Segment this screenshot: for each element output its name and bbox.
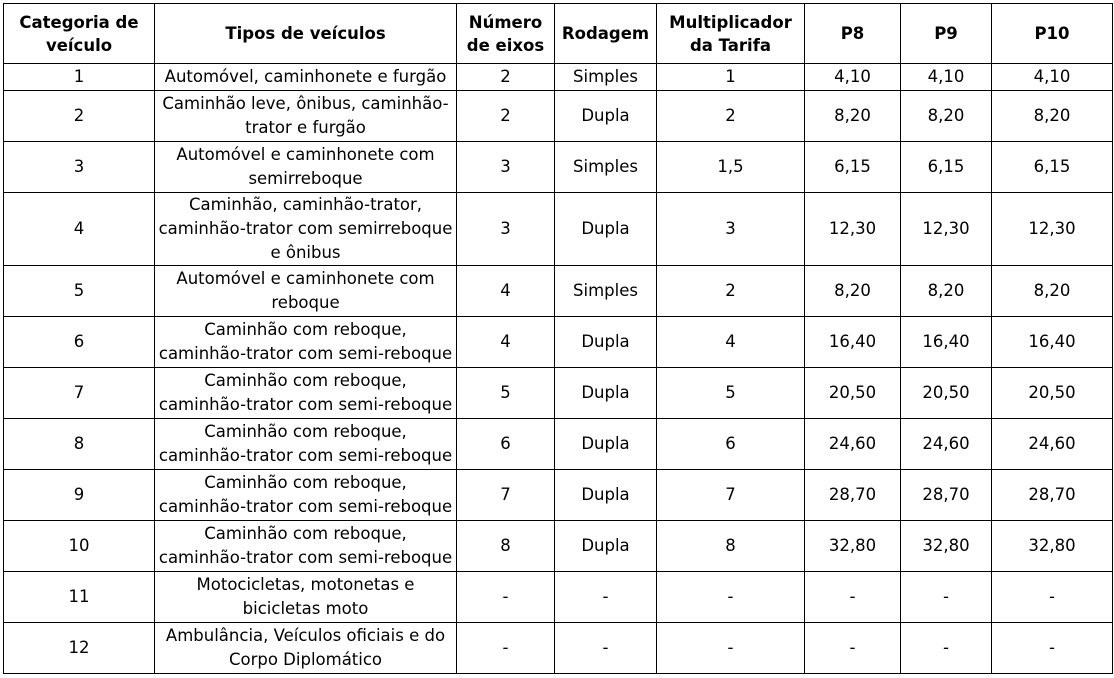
cell-rodagem: Dupla <box>555 317 657 368</box>
cell-p9: 6,15 <box>901 142 992 193</box>
cell-eixos: - <box>457 572 555 623</box>
cell-eixos: 3 <box>457 193 555 266</box>
cell-p10: 6,15 <box>992 142 1113 193</box>
cell-tipo: Motocicletas, motonetas e bicicletas moto <box>155 572 457 623</box>
cell-p9: 28,70 <box>901 470 992 521</box>
cell-eixos: 2 <box>457 64 555 91</box>
cell-p8: - <box>805 623 901 674</box>
cell-p10: 8,20 <box>992 266 1113 317</box>
cell-eixos: - <box>457 623 555 674</box>
header-row <box>4 4 1113 64</box>
cell-p8: 8,20 <box>805 266 901 317</box>
table-row <box>4 521 1113 572</box>
cell-eixos: 8 <box>457 521 555 572</box>
cell-p9: 32,80 <box>901 521 992 572</box>
cell-categoria: 3 <box>4 142 155 193</box>
cell-p8: 12,30 <box>805 193 901 266</box>
table-row <box>4 142 1113 193</box>
cell-tipo: Automóvel, caminhonete e furgão <box>155 64 457 91</box>
cell-rodagem: - <box>555 572 657 623</box>
cell-categoria: 7 <box>4 368 155 419</box>
table-row <box>4 470 1113 521</box>
header-rodagem: Rodagem <box>555 4 657 64</box>
table-row <box>4 623 1113 674</box>
cell-tipo: Caminhão com reboque, caminhão-trator com semi-reboque <box>155 470 457 521</box>
table-row <box>4 368 1113 419</box>
cell-p10: 12,30 <box>992 193 1113 266</box>
cell-multiplicador: 7 <box>657 470 805 521</box>
cell-categoria: 5 <box>4 266 155 317</box>
cell-p10: - <box>992 572 1113 623</box>
cell-p9: - <box>901 623 992 674</box>
cell-p9: - <box>901 572 992 623</box>
table-row <box>4 193 1113 266</box>
cell-eixos: 2 <box>457 91 555 142</box>
cell-eixos: 4 <box>457 266 555 317</box>
cell-p9: 4,10 <box>901 64 992 91</box>
cell-tipo: Ambulância, Veículos oficiais e do Corpo Diplomático <box>155 623 457 674</box>
table-row <box>4 572 1113 623</box>
cell-p8: 4,10 <box>805 64 901 91</box>
cell-multiplicador: 1,5 <box>657 142 805 193</box>
cell-p9: 24,60 <box>901 419 992 470</box>
cell-categoria: 10 <box>4 521 155 572</box>
cell-multiplicador: - <box>657 572 805 623</box>
cell-p9: 16,40 <box>901 317 992 368</box>
cell-p8: 16,40 <box>805 317 901 368</box>
cell-multiplicador: 3 <box>657 193 805 266</box>
cell-p8: 24,60 <box>805 419 901 470</box>
cell-p8: 28,70 <box>805 470 901 521</box>
cell-categoria: 8 <box>4 419 155 470</box>
cell-rodagem: Dupla <box>555 419 657 470</box>
cell-tipo: Caminhão com reboque, caminhão-trator com semi-reboque <box>155 521 457 572</box>
cell-multiplicador: 4 <box>657 317 805 368</box>
cell-tipo: Automóvel e caminhonete com semirreboque <box>155 142 457 193</box>
cell-tipo: Caminhão com reboque, caminhão-trator com semi-reboque <box>155 368 457 419</box>
cell-p10: 20,50 <box>992 368 1113 419</box>
header-p10: P10 <box>992 4 1113 64</box>
cell-multiplicador: 1 <box>657 64 805 91</box>
cell-tipo: Caminhão, caminhão-trator, caminhão-trator com semirreboque e ônibus <box>155 193 457 266</box>
cell-tipo: Caminhão com reboque, caminhão-trator com semi-reboque <box>155 419 457 470</box>
cell-categoria: 2 <box>4 91 155 142</box>
cell-eixos: 3 <box>457 142 555 193</box>
cell-rodagem: Dupla <box>555 368 657 419</box>
cell-multiplicador: 2 <box>657 91 805 142</box>
cell-p10: 32,80 <box>992 521 1113 572</box>
tariff-table <box>3 3 1113 674</box>
header-p8: P8 <box>805 4 901 64</box>
cell-tipo: Automóvel e caminhonete com reboque <box>155 266 457 317</box>
cell-rodagem: Dupla <box>555 470 657 521</box>
cell-multiplicador: - <box>657 623 805 674</box>
cell-rodagem: - <box>555 623 657 674</box>
cell-p8: 6,15 <box>805 142 901 193</box>
cell-eixos: 7 <box>457 470 555 521</box>
cell-tipo: Caminhão leve, ônibus, caminhão-trator e furgão <box>155 91 457 142</box>
cell-multiplicador: 8 <box>657 521 805 572</box>
header-tipos: Tipos de veículos <box>155 4 457 64</box>
header-p9: P9 <box>901 4 992 64</box>
cell-p10: 8,20 <box>992 91 1113 142</box>
cell-rodagem: Dupla <box>555 521 657 572</box>
table-row <box>4 317 1113 368</box>
cell-tipo: Caminhão com reboque, caminhão-trator com semi-reboque <box>155 317 457 368</box>
cell-p9: 20,50 <box>901 368 992 419</box>
table-row <box>4 419 1113 470</box>
cell-p9: 8,20 <box>901 91 992 142</box>
cell-categoria: 12 <box>4 623 155 674</box>
table-row <box>4 266 1113 317</box>
cell-categoria: 6 <box>4 317 155 368</box>
cell-p8: 8,20 <box>805 91 901 142</box>
cell-eixos: 5 <box>457 368 555 419</box>
table-row <box>4 91 1113 142</box>
cell-p8: 20,50 <box>805 368 901 419</box>
cell-rodagem: Simples <box>555 266 657 317</box>
cell-eixos: 6 <box>457 419 555 470</box>
cell-rodagem: Dupla <box>555 193 657 266</box>
cell-p10: 28,70 <box>992 470 1113 521</box>
cell-p10: 4,10 <box>992 64 1113 91</box>
cell-categoria: 1 <box>4 64 155 91</box>
cell-p9: 8,20 <box>901 266 992 317</box>
header-categoria: Categoria de veículo <box>4 4 155 64</box>
cell-rodagem: Simples <box>555 142 657 193</box>
header-eixos: Número de eixos <box>457 4 555 64</box>
cell-eixos: 4 <box>457 317 555 368</box>
cell-rodagem: Simples <box>555 64 657 91</box>
cell-categoria: 11 <box>4 572 155 623</box>
cell-p10: - <box>992 623 1113 674</box>
cell-multiplicador: 5 <box>657 368 805 419</box>
cell-rodagem: Dupla <box>555 91 657 142</box>
cell-p10: 16,40 <box>992 317 1113 368</box>
cell-multiplicador: 2 <box>657 266 805 317</box>
cell-multiplicador: 6 <box>657 419 805 470</box>
table-row <box>4 64 1113 91</box>
cell-categoria: 9 <box>4 470 155 521</box>
cell-p8: - <box>805 572 901 623</box>
cell-p9: 12,30 <box>901 193 992 266</box>
header-multiplicador: Multiplicador da Tarifa <box>657 4 805 64</box>
cell-categoria: 4 <box>4 193 155 266</box>
cell-p8: 32,80 <box>805 521 901 572</box>
cell-p10: 24,60 <box>992 419 1113 470</box>
